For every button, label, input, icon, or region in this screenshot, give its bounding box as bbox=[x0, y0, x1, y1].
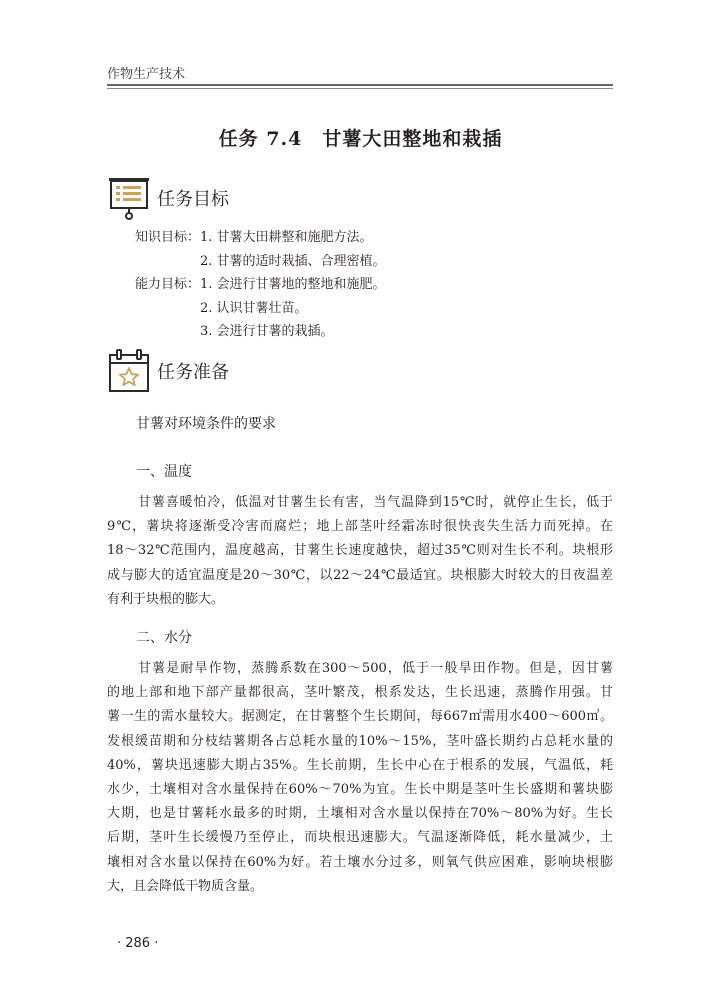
heading-water: 二、水分 bbox=[136, 630, 192, 646]
text-line: 壤相对含水量以保持在60%为好。若土壤水分过多，则氧气供应困难，影响块根膨 bbox=[107, 854, 613, 870]
text-line: 水少，土壤相对含水量保持在60%～70%为宜。生长中期是茎叶生长盛期和薯块膨 bbox=[107, 782, 613, 798]
text-line: 有利于块根的膨大。 bbox=[107, 591, 225, 607]
goal-label: 能力目标： bbox=[135, 277, 201, 292]
text-line: 发根缓苗期和分枝结薯期各占总耗水量的10%～15%，茎叶盛长期约占总耗水量的 bbox=[107, 733, 613, 749]
topic-heading: 甘薯对环境条件的要求 bbox=[136, 416, 276, 432]
goal-label bbox=[135, 250, 200, 274]
text-line: 成与膨大的适宜温度是20～30℃，以22～24℃最适宜。块根膨大时较大的日夜温差 bbox=[107, 567, 613, 583]
goal-row bbox=[135, 226, 386, 250]
text-line: 大期，也是甘薯耗水最多的时期，土壤相对含水量以保持在70%～80%为好。生长 bbox=[107, 806, 613, 822]
goal-item: 2. 甘薯的适时栽插、合理密植。 bbox=[200, 253, 386, 269]
text-line: 甘薯是耐旱作物，蒸腾系数在300～500，低于一般旱田作物。但是，因甘薯 bbox=[138, 661, 613, 676]
text-line: 后期，茎叶生长缓慢乃至停止，而块根迅速膨大。气温逐渐降低，耗水量减少，土 bbox=[107, 830, 613, 846]
heading-temperature: 一、温度 bbox=[136, 464, 192, 480]
goal-item: 1. 会进行甘薯地的整地和施肥。 bbox=[200, 277, 386, 292]
text-line: 18～32℃范围内，温度越高，甘薯生长速度越快，超过35℃则对生长不利。块根形 bbox=[107, 543, 613, 559]
goal-row bbox=[135, 250, 386, 274]
goal-label bbox=[135, 320, 200, 344]
section-label-prep: 任务准备 bbox=[157, 362, 229, 383]
goal-row bbox=[135, 320, 386, 344]
header-rule bbox=[107, 84, 613, 86]
goal-row bbox=[135, 273, 386, 297]
paragraph-water bbox=[107, 657, 613, 899]
text-line: 9℃，薯块将逐渐受冷害而腐烂；地上部茎叶经霜冻时很快丧失生活力而死掉。在 bbox=[107, 519, 613, 535]
section-header-prep bbox=[107, 348, 229, 394]
header-rule-thin bbox=[107, 88, 613, 89]
section-label-goal: 任务目标 bbox=[157, 189, 229, 210]
goal-label bbox=[135, 297, 200, 321]
section-header-goal bbox=[107, 175, 229, 221]
goal-item: 1. 甘薯大田耕整和施肥方法。 bbox=[200, 230, 373, 245]
page-number: · 286 · bbox=[117, 936, 159, 951]
goals-list bbox=[135, 226, 386, 344]
text-line: 大，且会降低干物质含量。 bbox=[107, 878, 264, 894]
text-line: 的地上部和地下部产量都很高，茎叶繁茂，根系发达，生长迅速，蒸腾作用强。甘 bbox=[107, 685, 613, 701]
goal-item: 2. 认识甘薯壮苗。 bbox=[200, 300, 308, 316]
presentation-board-icon bbox=[107, 175, 151, 221]
text-line: 甘薯喜暖怕冷，低温对甘薯生长有害，当气温降到15℃时，就停止生长，低于 bbox=[138, 495, 613, 510]
calendar-star-icon bbox=[107, 348, 151, 394]
running-head: 作物生产技术 bbox=[107, 67, 186, 82]
goal-label: 知识目标： bbox=[135, 230, 201, 245]
text-line: 40%，薯块迅速膨大期占35%。生长前期，生长中心在于根系的发展，气温低，耗 bbox=[107, 757, 613, 773]
goal-item: 3. 会进行甘薯的栽插。 bbox=[200, 324, 334, 339]
page-title: 任务 7.4 甘薯大田整地和栽插 bbox=[218, 128, 503, 150]
paragraph-temperature bbox=[107, 491, 613, 612]
goal-row bbox=[135, 297, 386, 321]
text-line: 薯一生的需水量较大。据测定，在甘薯整个生长期间，每667㎡需用水400～600㎥。 bbox=[107, 709, 613, 725]
